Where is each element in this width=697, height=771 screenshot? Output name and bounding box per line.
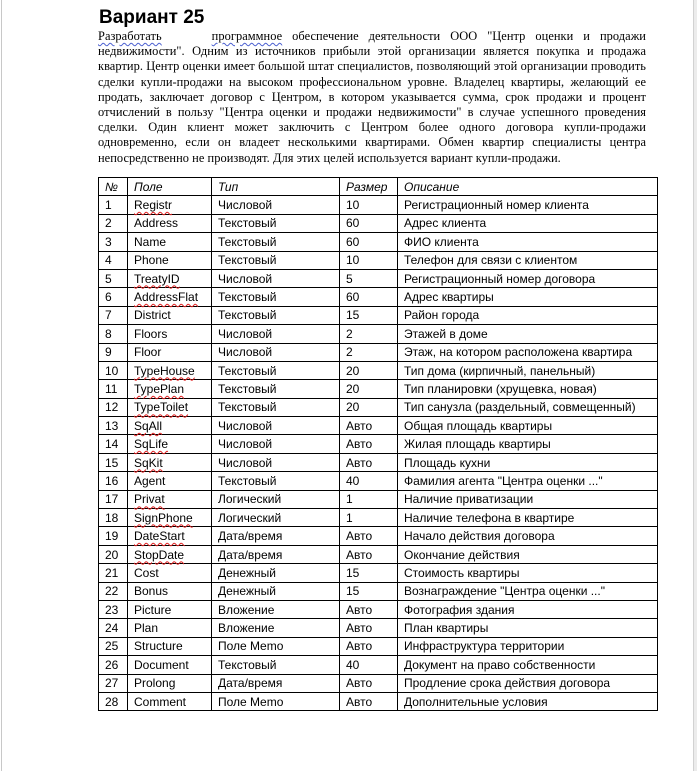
table-row (99, 306, 658, 324)
cell-size: 40 (340, 656, 398, 674)
table-row (99, 214, 658, 232)
cell-description: Площадь кухни (398, 453, 658, 471)
table-row (99, 656, 658, 674)
cell-size: 20 (340, 361, 398, 379)
table-row (99, 325, 658, 343)
cell-number: 26 (99, 656, 128, 674)
cell-field: Document (128, 656, 212, 674)
description-text: обеспечение деятельности ООО "Центр оценки и продажи недвижимости". Одним из источников прибыли этой организации является покупка и продажа квартир. Центр оценки имеет большой штат специалистов, позволяющий этой организации проводить сделки купли-продажи на высоком профессиональном уровне. Владелец квартиры, желающий ее продать, заключает договор с Центром, в котором указывается сумма, срок продажи и процент отчислений в пользу "Центра оценки и продажи недвижимости" в случае успешного проведения сделки. Один клиент может заключить с Центром более одного договора купли-продажи одновременно, если он владеет несколькими квартирами. Обмен квартир специалисты центра непосредственно не производят. Для этих целей используется вариант купли-продажи. (98, 29, 646, 165)
header-type: Тип (212, 178, 340, 196)
table-row (99, 619, 658, 637)
cell-type: Логический (212, 509, 340, 527)
table-row (99, 545, 658, 563)
page-edge-left (1, 0, 2, 771)
spellcheck-field-name: SqAll (134, 418, 163, 433)
spellcheck-field-name: SqLife (134, 437, 169, 452)
spellcheck-field-name: SignPhone (134, 510, 193, 525)
cell-type: Дата/время (212, 674, 340, 692)
table-row (99, 582, 658, 600)
cell-number: 12 (99, 398, 128, 416)
cell-size: Авто (340, 637, 398, 655)
cell-field: Phone (128, 251, 212, 269)
cell-number: 16 (99, 472, 128, 490)
cell-size: 15 (340, 564, 398, 582)
cell-size: 10 (340, 251, 398, 269)
cell-field: Name (128, 233, 212, 251)
cell-field (128, 288, 212, 306)
cell-size: Авто (340, 674, 398, 692)
cell-number: 17 (99, 490, 128, 508)
table-row (99, 453, 658, 471)
cell-description: Фотография здания (398, 600, 658, 618)
cell-type: Текстовый (212, 380, 340, 398)
header-field: Поле (128, 178, 212, 196)
cell-type: Денежный (212, 582, 340, 600)
table-header-row (99, 178, 658, 196)
cell-size: 20 (340, 380, 398, 398)
cell-type: Числовой (212, 196, 340, 214)
cell-number: 4 (99, 251, 128, 269)
cell-type: Числовой (212, 325, 340, 343)
cell-description: Район города (398, 306, 658, 324)
cell-type: Дата/время (212, 545, 340, 563)
cell-size: 1 (340, 490, 398, 508)
cell-description: Тип дома (кирпичный, панельный) (398, 361, 658, 379)
cell-type: Текстовый (212, 233, 340, 251)
cell-field (128, 545, 212, 563)
table-row (99, 637, 658, 655)
cell-size: 10 (340, 196, 398, 214)
cell-field: District (128, 306, 212, 324)
table-body (99, 196, 658, 711)
cell-number: 1 (99, 196, 128, 214)
table-row (99, 674, 658, 692)
table-row (99, 251, 658, 269)
spellcheck-field-name: TypeHouse (134, 363, 195, 378)
table-row (99, 600, 658, 618)
cell-number: 25 (99, 637, 128, 655)
cell-size: Авто (340, 417, 398, 435)
cell-description: Инфраструктура территории (398, 637, 658, 655)
cell-type: Вложение (212, 619, 340, 637)
cell-field: Prolong (128, 674, 212, 692)
spellcheck-field-name: SqKit (134, 455, 163, 470)
document-page (98, 0, 646, 166)
cell-number: 28 (99, 692, 128, 710)
cell-field (128, 361, 212, 379)
cell-description: Регистрационный номер клиента (398, 196, 658, 214)
table-row (99, 435, 658, 453)
table-row (99, 527, 658, 545)
cell-type: Дата/время (212, 527, 340, 545)
cell-type: Числовой (212, 343, 340, 361)
spellcheck-field-name: DateStart (134, 529, 185, 544)
table-row (99, 509, 658, 527)
spellcheck-word: программное (211, 29, 283, 43)
cell-size: 2 (340, 343, 398, 361)
cell-size: 15 (340, 582, 398, 600)
cell-field (128, 453, 212, 471)
cell-number: 11 (99, 380, 128, 398)
cell-description: Наличие телефона в квартире (398, 509, 658, 527)
cell-field: Comment (128, 692, 212, 710)
table-row (99, 288, 658, 306)
cell-field (128, 435, 212, 453)
cell-number: 23 (99, 600, 128, 618)
cell-type: Числовой (212, 417, 340, 435)
table-row (99, 343, 658, 361)
spellcheck-field-name: StopDate (134, 547, 185, 562)
cell-field (128, 398, 212, 416)
cell-description: Жилая площадь квартиры (398, 435, 658, 453)
cell-number: 3 (99, 233, 128, 251)
cell-field (128, 196, 212, 214)
table-row (99, 233, 658, 251)
cell-number: 18 (99, 509, 128, 527)
cell-field: Floor (128, 343, 212, 361)
cell-field (128, 269, 212, 287)
cell-type: Текстовый (212, 306, 340, 324)
cell-size: 60 (340, 214, 398, 232)
cell-description: Стоимость квартиры (398, 564, 658, 582)
cell-description: Документ на право собственности (398, 656, 658, 674)
cell-type: Текстовый (212, 398, 340, 416)
cell-field (128, 417, 212, 435)
cell-number: 6 (99, 288, 128, 306)
cell-field: Floors (128, 325, 212, 343)
cell-field (128, 380, 212, 398)
cell-number: 21 (99, 564, 128, 582)
cell-description: Дополнительные условия (398, 692, 658, 710)
cell-field (128, 527, 212, 545)
cell-size: Авто (340, 527, 398, 545)
header-description: Описание (398, 178, 658, 196)
table-row (99, 490, 658, 508)
cell-description: Регистрационный номер договора (398, 269, 658, 287)
cell-type: Числовой (212, 435, 340, 453)
fields-table (98, 177, 658, 711)
cell-description: План квартиры (398, 619, 658, 637)
cell-description: Начало действия договора (398, 527, 658, 545)
table-row (99, 196, 658, 214)
cell-field: Bonus (128, 582, 212, 600)
cell-number: 24 (99, 619, 128, 637)
spellcheck-field-name: TypeToilet (134, 400, 189, 415)
cell-description: Телефон для связи с клиентом (398, 251, 658, 269)
cell-size: Авто (340, 692, 398, 710)
cell-number: 15 (99, 453, 128, 471)
cell-description: Вознаграждение "Центра оценки ..." (398, 582, 658, 600)
cell-size: 40 (340, 472, 398, 490)
cell-number: 14 (99, 435, 128, 453)
cell-type: Текстовый (212, 656, 340, 674)
cell-field: Agent (128, 472, 212, 490)
page-edge-right (693, 0, 697, 771)
cell-field: Structure (128, 637, 212, 655)
cell-field (128, 509, 212, 527)
cell-description: Окончание действия (398, 545, 658, 563)
cell-number: 10 (99, 361, 128, 379)
cell-description: Этажей в доме (398, 325, 658, 343)
table-row (99, 398, 658, 416)
table-row (99, 269, 658, 287)
cell-description: Продление срока действия договора (398, 674, 658, 692)
cell-size: 1 (340, 509, 398, 527)
cell-size: 2 (340, 325, 398, 343)
cell-number: 22 (99, 582, 128, 600)
cell-number: 7 (99, 306, 128, 324)
cell-description: ФИО клиента (398, 233, 658, 251)
cell-size: 5 (340, 269, 398, 287)
table-row (99, 380, 658, 398)
cell-description: Фамилия агента "Центра оценки ..." (398, 472, 658, 490)
spellcheck-word: Разработать (98, 29, 162, 43)
cell-type: Вложение (212, 600, 340, 618)
cell-number: 2 (99, 214, 128, 232)
task-description (98, 29, 646, 166)
cell-number: 20 (99, 545, 128, 563)
cell-type: Числовой (212, 453, 340, 471)
cell-description: Адрес квартиры (398, 288, 658, 306)
cell-description: Этаж, на котором расположена квартира (398, 343, 658, 361)
cell-size: 60 (340, 233, 398, 251)
cell-type: Денежный (212, 564, 340, 582)
spellcheck-field-name: TypePlan (134, 381, 185, 396)
cell-description: Тип санузла (раздельный, совмещенный) (398, 398, 658, 416)
cell-field: Cost (128, 564, 212, 582)
cell-number: 27 (99, 674, 128, 692)
table-row (99, 417, 658, 435)
cell-size: 60 (340, 288, 398, 306)
cell-type: Поле Memo (212, 637, 340, 655)
table-row (99, 472, 658, 490)
table-row (99, 692, 658, 710)
table-row (99, 564, 658, 582)
cell-number: 9 (99, 343, 128, 361)
cell-field: Plan (128, 619, 212, 637)
spellcheck-field-name: Registr (134, 198, 173, 213)
cell-description: Адрес клиента (398, 214, 658, 232)
cell-size: Авто (340, 600, 398, 618)
cell-description: Тип планировки (хрущевка, новая) (398, 380, 658, 398)
cell-field: Address (128, 214, 212, 232)
cell-size: 15 (340, 306, 398, 324)
cell-description: Наличие приватизации (398, 490, 658, 508)
spellcheck-field-name: Privat (134, 492, 165, 507)
cell-size: Авто (340, 435, 398, 453)
cell-number: 19 (99, 527, 128, 545)
header-size: Размер (340, 178, 398, 196)
cell-description: Общая площадь квартиры (398, 417, 658, 435)
spellcheck-field-name: TreatyID (134, 271, 180, 286)
cell-number: 13 (99, 417, 128, 435)
cell-size: Авто (340, 619, 398, 637)
cell-type: Текстовый (212, 251, 340, 269)
cell-size: 20 (340, 398, 398, 416)
cell-type: Логический (212, 490, 340, 508)
table-row (99, 361, 658, 379)
cell-number: 8 (99, 325, 128, 343)
spellcheck-field-name: AddressFlat (134, 290, 199, 305)
cell-number: 5 (99, 269, 128, 287)
cell-type: Числовой (212, 269, 340, 287)
cell-type: Поле Memo (212, 692, 340, 710)
cell-field: Picture (128, 600, 212, 618)
header-number: № (99, 178, 128, 196)
cell-type: Текстовый (212, 361, 340, 379)
cell-type: Текстовый (212, 288, 340, 306)
document-title: Вариант 25 (99, 7, 205, 28)
cell-size: Авто (340, 453, 398, 471)
cell-field (128, 490, 212, 508)
cell-size: Авто (340, 545, 398, 563)
cell-type: Текстовый (212, 472, 340, 490)
cell-type: Текстовый (212, 214, 340, 232)
